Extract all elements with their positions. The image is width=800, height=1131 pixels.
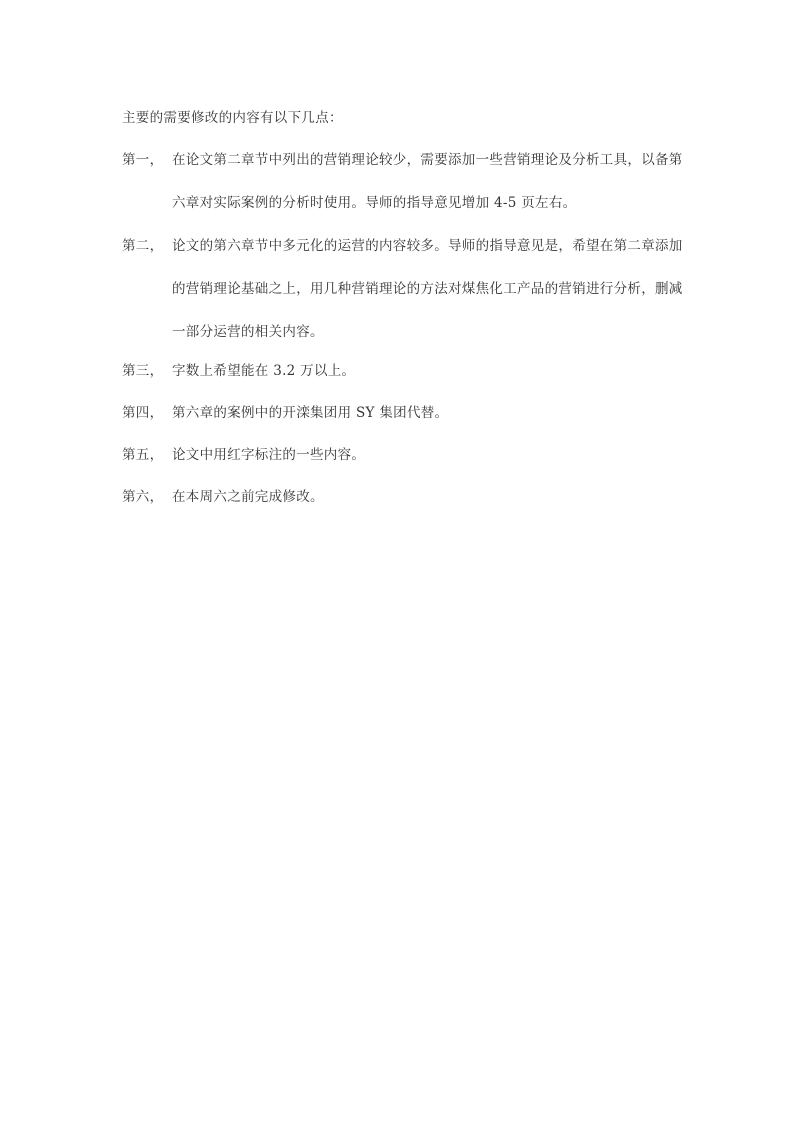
item-text: 第六章的案例中的开滦集团用 SY 集团代替。: [172, 405, 449, 421]
item-text: 字数上希望能在 3.2 万以上。: [172, 363, 356, 379]
item-label: 第三，: [122, 363, 164, 379]
item-label: 第五，: [122, 447, 164, 463]
item-label: 第一，: [122, 152, 164, 168]
item-label: 第六，: [122, 489, 164, 505]
intro-line: 主要的需要修改的内容有以下几点：: [122, 110, 343, 126]
item-text: 在论文第二章节中列出的营销理论较少，需要添加一些营销理论及分析工具，以备第六章对实际案例的分析时使用。导师的指导意见增加 4-5 页左右。: [172, 152, 683, 211]
item-text: 论文中用红字标注的一些内容。: [172, 447, 366, 463]
item-text: 在本周六之前完成修改。: [172, 489, 324, 505]
item-label: 第二，: [122, 238, 164, 254]
item-label: 第四，: [122, 405, 164, 421]
item-text: 论文的第六章节中多元化的运营的内容较多。导师的指导意见是，希望在第二章添加的营销理论基础之上，用几种营销理论的方法对煤焦化工产品的营销进行分析，删减一部分运营的相关内容。: [172, 238, 683, 340]
